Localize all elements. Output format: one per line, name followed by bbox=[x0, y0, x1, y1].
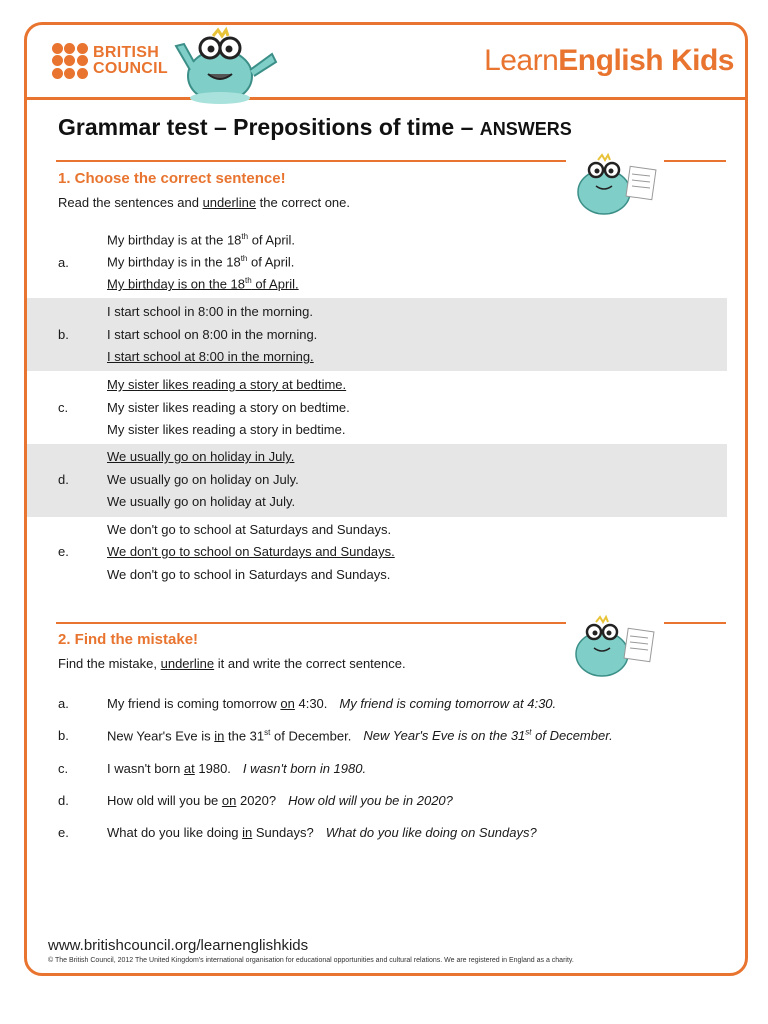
question-letter: c. bbox=[58, 400, 69, 415]
british-council-wordmark: BRITISH COUNCIL bbox=[93, 44, 168, 77]
question-letter: a. bbox=[58, 255, 69, 270]
question-b bbox=[27, 298, 727, 371]
monster-holding-paper-icon bbox=[568, 612, 660, 680]
option-line-correct: My sister likes reading a story at bedtime. bbox=[107, 377, 347, 392]
learnenglish-kids-logo: LearnEnglish Kids bbox=[484, 44, 734, 77]
section-2-instruction: Find the mistake, underline it and write the correct sentence. bbox=[58, 656, 406, 671]
option-line: I start school on 8:00 in the morning. bbox=[107, 327, 318, 342]
section-1-instruction: Read the sentences and underline the correct one. bbox=[58, 195, 351, 210]
question-d bbox=[27, 444, 727, 517]
footer-url: www.britishcouncil.org/learnenglishkids bbox=[48, 937, 309, 954]
option-line: We usually go on holiday on July. bbox=[107, 472, 299, 487]
british-council-dots-icon bbox=[52, 43, 88, 79]
question-letter: e. bbox=[58, 544, 69, 559]
section-1-rule-right bbox=[664, 160, 726, 162]
option-line: My birthday is at the 18th of April. bbox=[107, 232, 296, 248]
correction: My friend is coming tomorrow at 4:30. bbox=[339, 696, 557, 711]
correction: What do you like doing on Sundays? bbox=[325, 825, 537, 840]
option-line: We don't go to school at Saturdays and Sundays. bbox=[107, 522, 392, 537]
british-council-logo bbox=[52, 43, 168, 79]
option-line-correct: We usually go on holiday in July. bbox=[107, 449, 295, 464]
question-letter: b. bbox=[58, 327, 69, 342]
option-line: I start school in 8:00 in the morning. bbox=[107, 304, 313, 319]
option-line: We usually go on holiday at July. bbox=[107, 494, 296, 509]
section-2-rule-right bbox=[664, 622, 726, 624]
monster-mascot-icon bbox=[168, 26, 288, 106]
header-divider bbox=[27, 97, 745, 100]
section-1-rule-left bbox=[56, 160, 566, 162]
correction: I wasn't born in 1980. bbox=[242, 761, 367, 776]
option-line: My birthday is in the 18th of April. bbox=[107, 254, 295, 270]
footer-copyright: © The British Council, 2012 The United Kingdom's international organisation for educational opportunities and cultural relations. We are registered in England as a charity. bbox=[48, 957, 574, 964]
option-line-correct: I start school at 8:00 in the morning. bbox=[107, 349, 314, 364]
monster-holding-paper-icon bbox=[570, 152, 662, 218]
option-line: My sister likes reading a story on bedtime. bbox=[107, 400, 350, 415]
question-e bbox=[27, 517, 727, 590]
question-c bbox=[27, 371, 727, 444]
correction: How old will you be in 2020? bbox=[288, 793, 453, 808]
option-line-correct: We don't go to school on Saturdays and Sundays. bbox=[107, 544, 395, 559]
option-line: My sister likes reading a story in bedtime. bbox=[107, 422, 346, 437]
option-line-correct: My birthday is on the 18th of April. bbox=[107, 276, 299, 292]
correction: New Year's Eve is on the 31st of December. bbox=[363, 728, 613, 744]
question-letter: d. bbox=[58, 472, 69, 487]
section-2-rule-left bbox=[56, 622, 566, 624]
section-2-heading: 2. Find the mistake! bbox=[58, 631, 199, 648]
option-line: We don't go to school in Saturdays and Sundays. bbox=[107, 567, 391, 582]
section-1-heading: 1. Choose the correct sentence! bbox=[58, 170, 286, 187]
question-a bbox=[27, 226, 727, 298]
page-title: Grammar test – Prepositions of time – ANSWERS bbox=[58, 114, 572, 140]
